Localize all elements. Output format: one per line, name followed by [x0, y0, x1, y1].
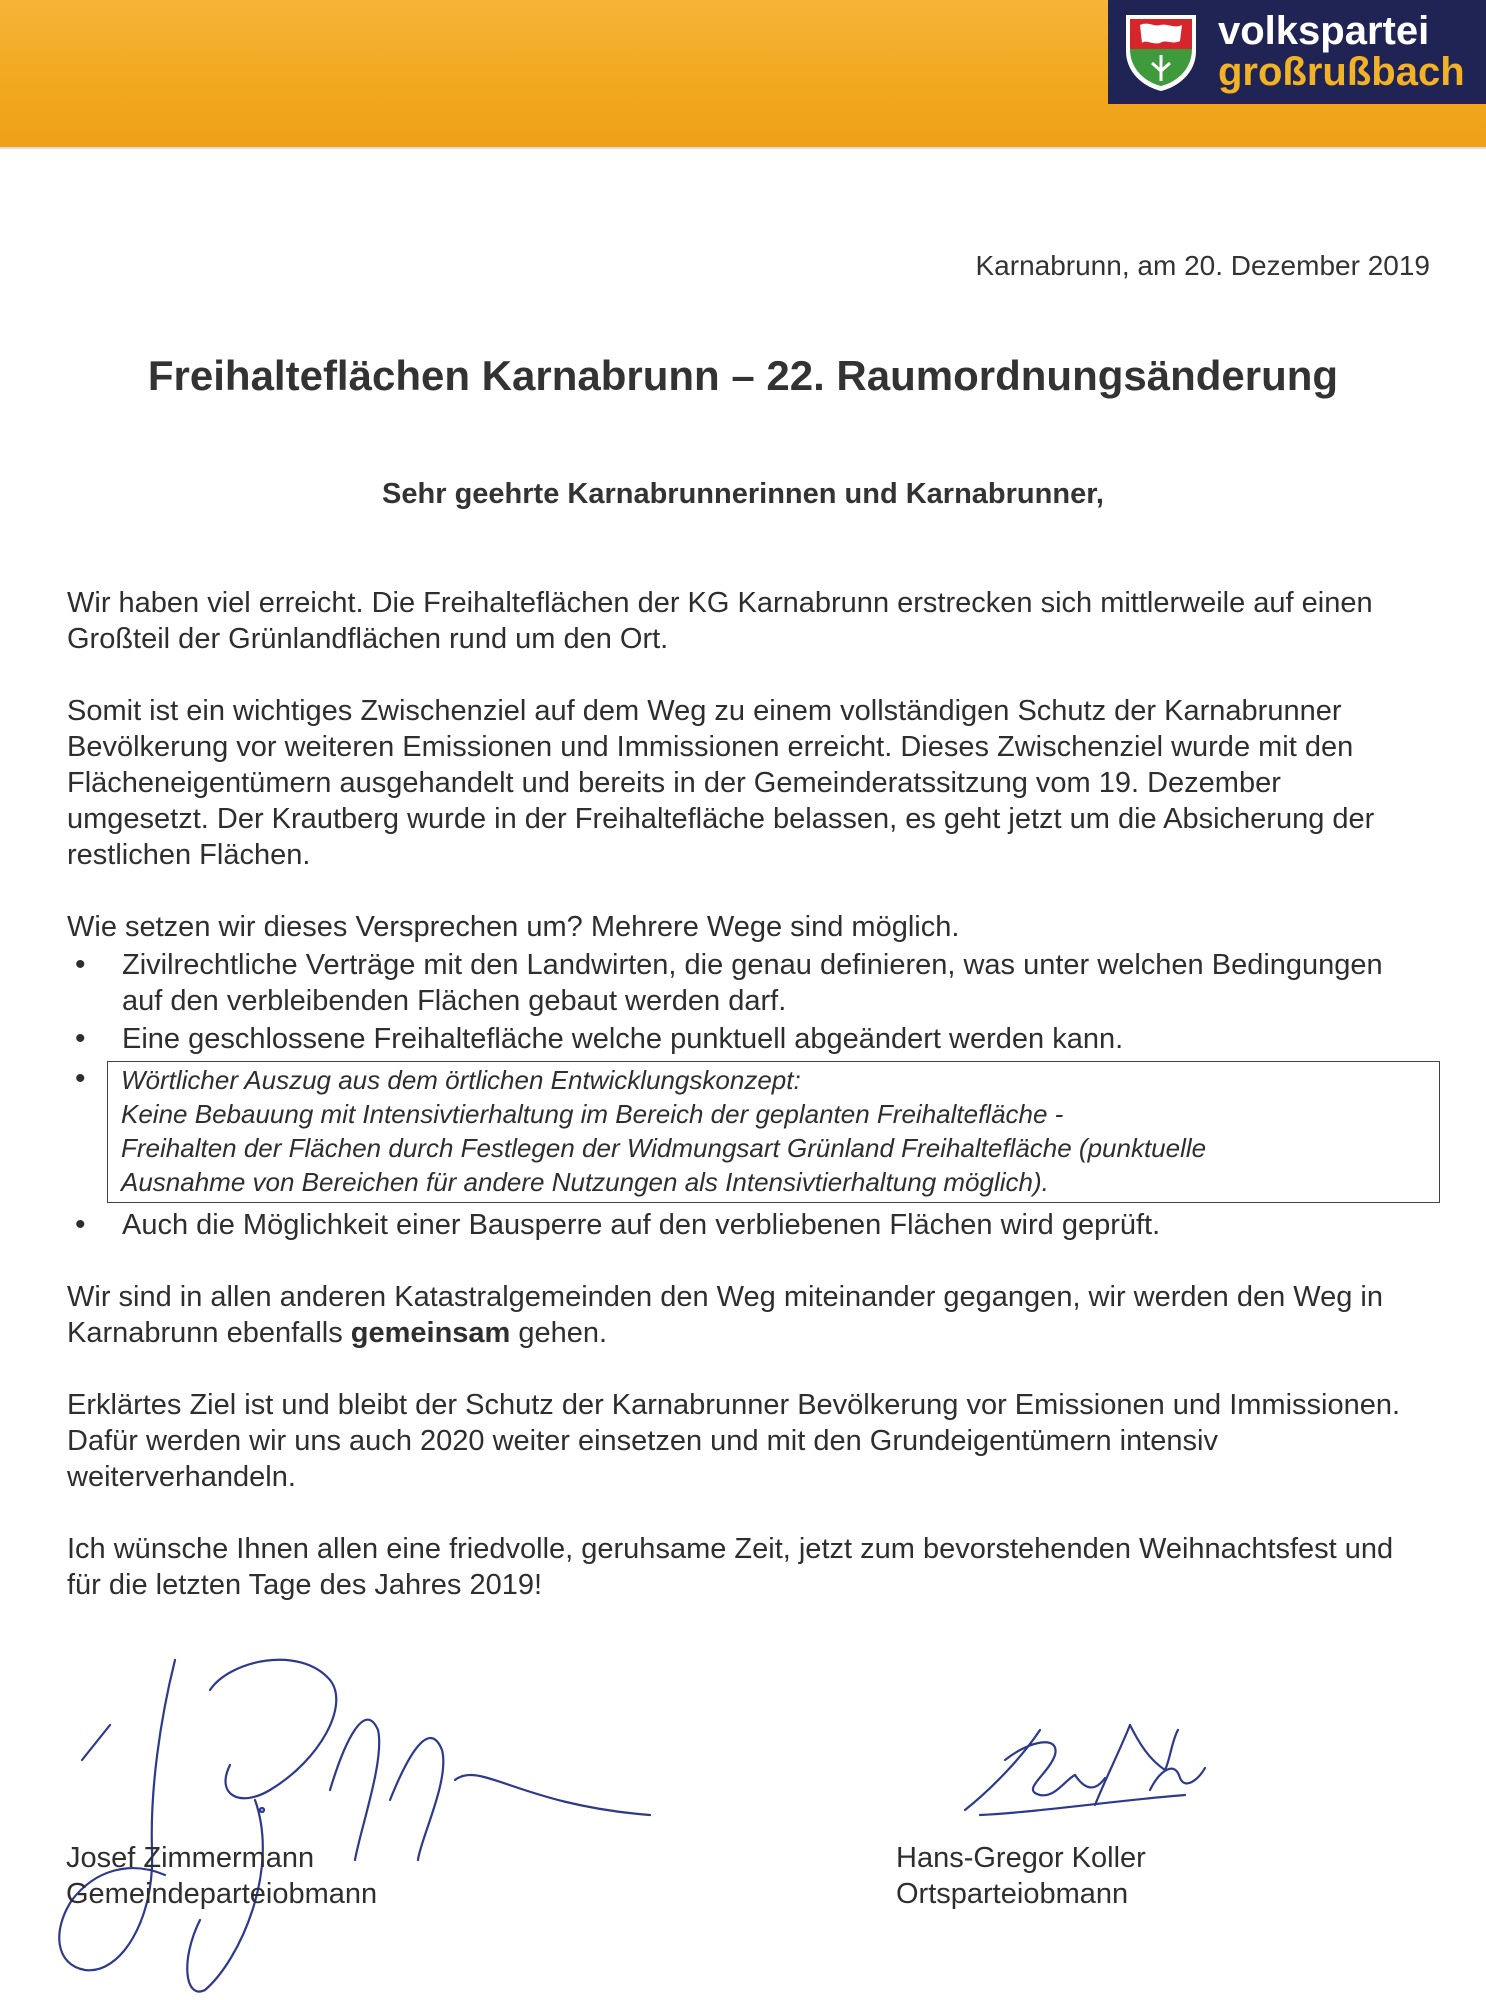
quote-line-2: Keine Bebauung mit Intensivtierhaltung im Bereich der geplanten Freihaltefläche - [121, 1099, 1064, 1129]
paragraph-4: Erklärtes Ziel ist und bleibt der Schutz der Karnabrunner Bevölkerung vor Emissionen und Immissionen. Dafür werden wir uns auch 2020 weiter einsetzen und mit den Grundeigentümern intensiv weiterverhandeln. [67, 1389, 1401, 1493]
paragraph-3-end: gehen. [510, 1317, 608, 1349]
logo-text-line1: volkspartei [1218, 9, 1430, 54]
signer-left-name: Josef Zimmermann [66, 1842, 315, 1874]
signer-left [66, 1840, 377, 1912]
signer-right-name: Hans-Gregor Koller [896, 1842, 1146, 1874]
letter-title: Freihalteflächen Karnabrunn – 22. Raumordnungsänderung [147, 352, 1339, 399]
signer-right-role: Ortsparteiobmann [896, 1878, 1129, 1910]
signature-right-drawing [965, 1725, 1205, 1815]
quote-line-1: • Wörtlicher Auszug aus dem örtlichen Entwicklungskonzept: [121, 1065, 801, 1095]
paragraph-question: Wie setzen wir dieses Versprechen um? Mehrere Wege sind möglich. [67, 911, 960, 943]
list-item-closed-area: • Eine geschlossene Freihaltefläche welche punktuell abgeändert werden kann. [67, 1021, 1427, 1057]
signer-left-role: Gemeindeparteiobmann [66, 1878, 378, 1910]
paragraph-5: Ich wünsche Ihnen allen eine friedvolle, geruhsame Zeit, jetzt zum bevorstehenden Weihnachtsfest und für die letzten Tage des Jahres 2019! [67, 1533, 1394, 1601]
paragraph-3-bold: gemeinsam [350, 1317, 511, 1349]
paragraph-3-text: Wir sind in allen anderen Katastralgemeinden den Weg miteinander gegangen, wir werden den Weg in Karnabrunn ebenfalls [67, 1281, 1384, 1349]
list-item-building-ban: • Auch die Möglichkeit einer Bausperre auf den verbliebenen Flächen wird geprüft. [67, 1207, 1427, 1243]
quote-line-4: Ausnahme von Bereichen für andere Nutzungen als Intensivtierhaltung möglich). [121, 1167, 1049, 1197]
letter-date: Karnabrunn, am 20. Dezember 2019 [975, 250, 1430, 281]
quote-line-3: Freihalten der Flächen durch Festlegen der Widmungsart Grünland Freihaltefläche (punktuelle [121, 1133, 1207, 1163]
salutation: Sehr geehrte Karnabrunnerinnen und Karnabrunner, [382, 478, 1104, 510]
logo-text-line2: großrußbach [1218, 50, 1465, 94]
paragraph-2: Somit ist ein wichtiges Zwischenziel auf dem Weg zu einem vollständigen Schutz der Karnabrunner Bevölkerung vor weiteren Emissionen und Immissionen erreicht. Dieses Zwischenziel wurde mit den Flächeneigentümern ausgehandelt und bereits in der Gemeinderatssitzung vom 19. Dezember umgesetzt. Der Krautberg wurde in der Freihaltefläche belassen, es geht jetzt um die Absicherung der restlichen Flächen. [67, 695, 1375, 871]
signer-right [896, 1840, 1146, 1912]
paragraph-1: Wir haben viel erreicht. Die Freihalteflächen der KG Karnabrunn erstrecken sich mittlerweile auf einen Großteil der Grünlandflächen rund um den Ort. [67, 587, 1373, 655]
signature-left-drawing [59, 1660, 650, 1992]
list-item-contracts: • Zivilrechtliche Verträge mit den Landwirten, die genau definieren, was unter welchen Bedingungen auf den verbleibenden Flächen gebaut werden darf. [67, 947, 1427, 1019]
